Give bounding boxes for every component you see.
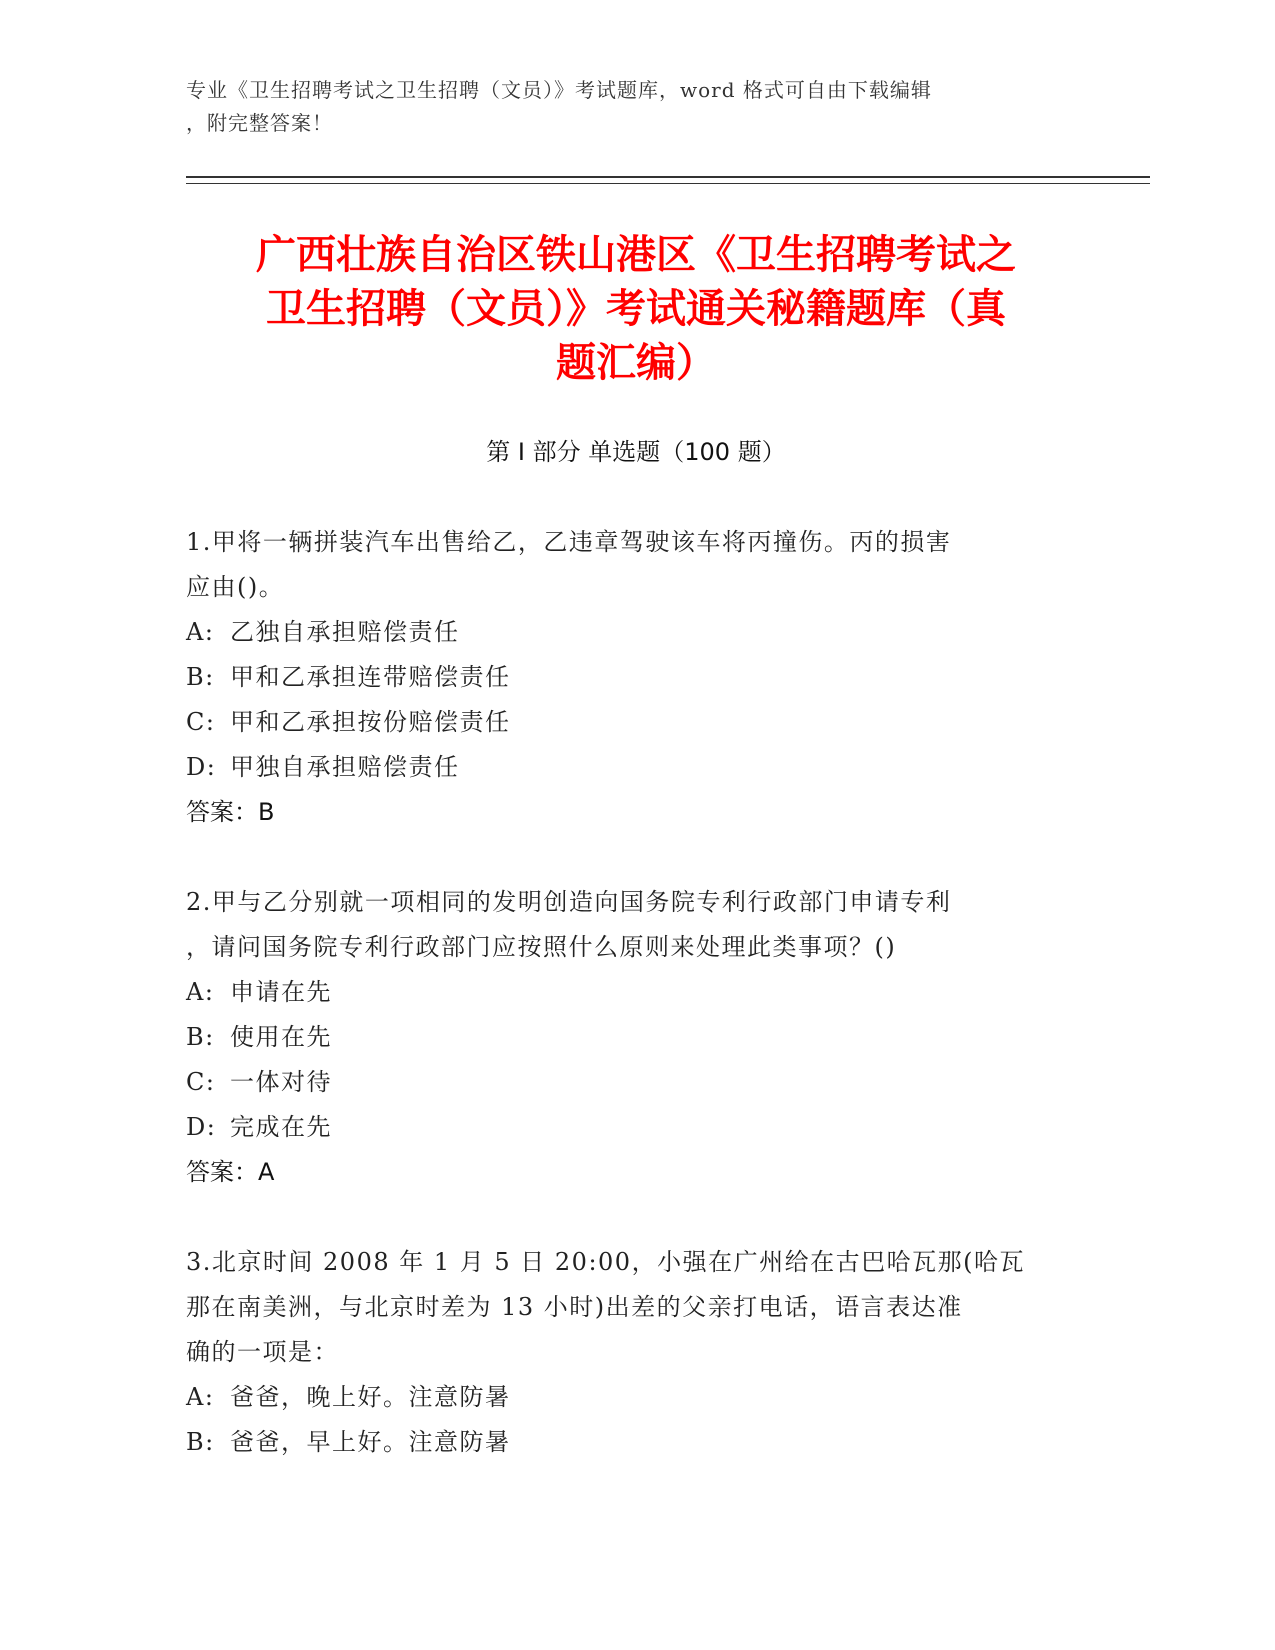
option-text: 一体对待	[230, 1068, 332, 1096]
option-text: 完成在先	[230, 1113, 332, 1141]
option-d	[186, 1105, 1076, 1150]
header-note-line2: ，附完整答案！	[186, 111, 333, 135]
option-text: 申请在先	[230, 978, 332, 1006]
section-title: 第 I 部分 单选题（100 题）	[486, 438, 786, 466]
header-divider-thin	[186, 183, 1150, 184]
option-text: 甲独自承担赔偿责任	[230, 753, 460, 781]
option-b	[186, 1420, 1076, 1465]
question-text-line: 那在南美洲，与北京时差为 13 小时)出差的父亲打电话，语言表达准	[186, 1293, 963, 1321]
question-text-line: 确的一项是：	[186, 1338, 339, 1366]
question-2	[186, 880, 1076, 1195]
document-title	[186, 228, 1086, 390]
option-letter: A:	[186, 618, 215, 646]
question-3	[186, 1240, 1076, 1465]
option-d	[186, 745, 1076, 790]
header-note-line1: 专业《卫生招聘考试之卫生招聘（文员）》考试题库，word 格式可自由下载编辑	[186, 78, 932, 102]
option-text: 爸爸，晚上好。注意防暑	[230, 1383, 511, 1411]
option-letter: D:	[186, 1113, 217, 1141]
option-letter: B:	[186, 1023, 215, 1051]
question-text-line: 应由()。	[186, 573, 285, 601]
option-letter: C:	[186, 708, 216, 736]
question-text-line: ，请问国务院专利行政部门应按照什么原则来处理此类事项？()	[186, 933, 897, 961]
question-text-line: 2.甲与乙分别就一项相同的发明创造向国务院专利行政部门申请专利	[186, 888, 952, 916]
question-text-line: 1.甲将一辆拼装汽车出售给乙，乙违章驾驶该车将丙撞伤。丙的损害	[186, 528, 952, 556]
header-note	[186, 74, 1086, 140]
option-letter: C:	[186, 1068, 216, 1096]
question-text	[186, 880, 1076, 970]
option-text: 爸爸，早上好。注意防暑	[230, 1428, 511, 1456]
answer: 答案：A	[186, 1158, 275, 1186]
option-letter: D:	[186, 753, 217, 781]
option-a	[186, 970, 1076, 1015]
question-1	[186, 520, 1076, 835]
option-letter: A:	[186, 978, 215, 1006]
document-title-line1: 广西壮族自治区铁山港区《卫生招聘考试之	[256, 232, 1016, 278]
option-a	[186, 610, 1076, 655]
option-letter: A:	[186, 1383, 215, 1411]
document-title-line3: 题汇编）	[556, 340, 716, 386]
option-text: 甲和乙承担按份赔偿责任	[230, 708, 511, 736]
question-text	[186, 520, 1076, 610]
option-text: 乙独自承担赔偿责任	[230, 618, 460, 646]
option-c	[186, 700, 1076, 745]
option-b	[186, 1015, 1076, 1060]
document-title-line2: 卫生招聘（文员）》考试通关秘籍题库（真	[266, 286, 1006, 332]
option-text: 使用在先	[230, 1023, 332, 1051]
answer: 答案：B	[186, 798, 275, 826]
question-text-line: 3.北京时间 2008 年 1 月 5 日 20:00，小强在广州给在古巴哈瓦那(哈瓦	[186, 1248, 1025, 1276]
option-a	[186, 1375, 1076, 1420]
option-letter: B:	[186, 1428, 215, 1456]
option-c	[186, 1060, 1076, 1105]
option-b	[186, 655, 1076, 700]
option-letter: B:	[186, 663, 215, 691]
option-text: 甲和乙承担连带赔偿责任	[230, 663, 511, 691]
question-text	[186, 1240, 1076, 1375]
header-divider-thick	[186, 176, 1150, 178]
